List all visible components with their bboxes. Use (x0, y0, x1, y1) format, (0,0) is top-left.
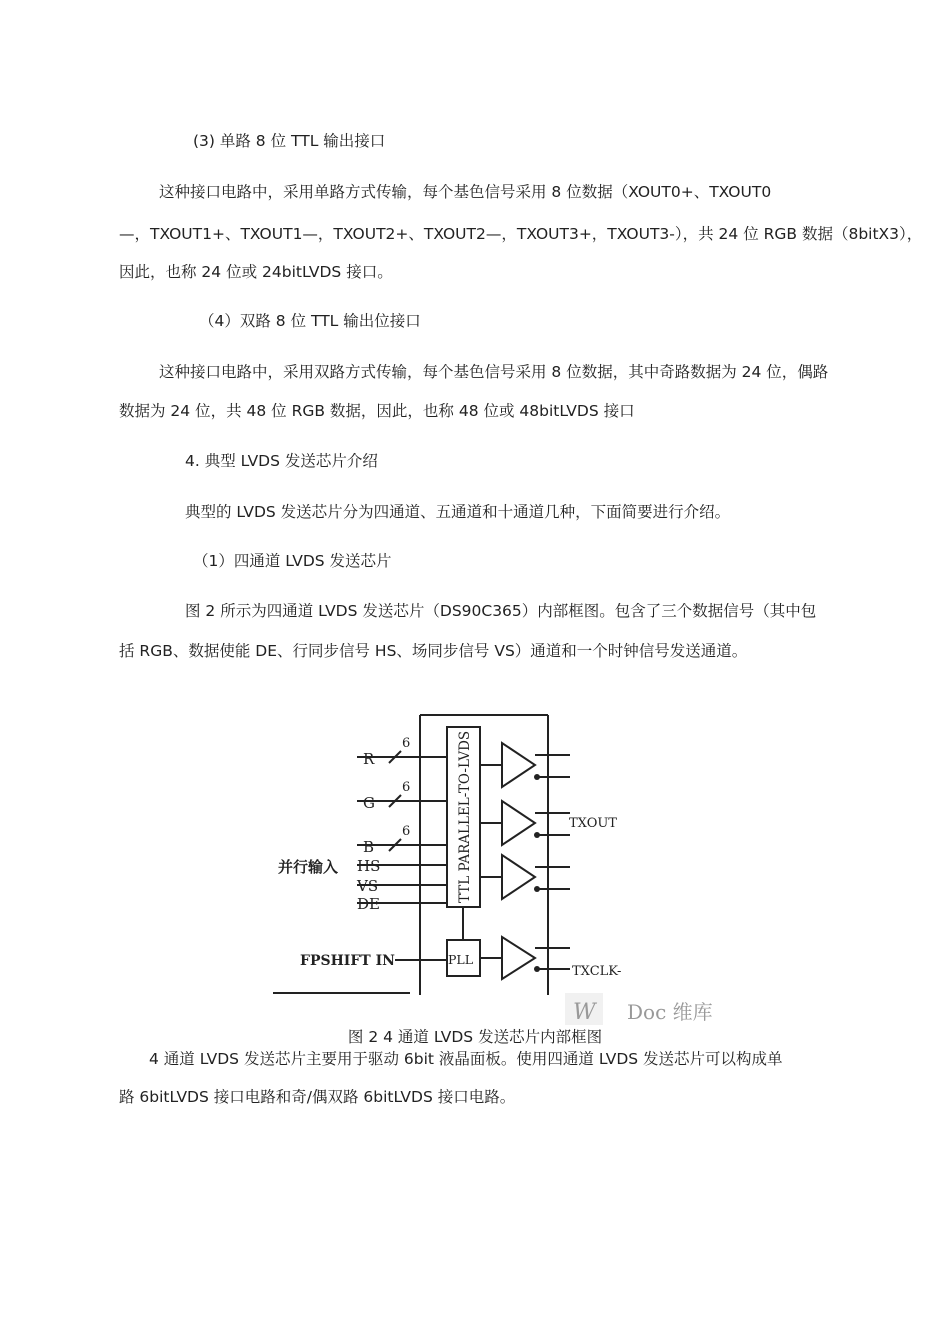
fpshift-label: FPSHIFT IN (300, 953, 395, 969)
block-diagram (265, 705, 735, 1035)
output-label: TXOUT (569, 816, 617, 831)
input-label-b: B (363, 838, 375, 856)
converter-label: TTL PARALLEL-TO-LVDS (457, 730, 473, 903)
bus-width-label: 6 (402, 780, 411, 795)
paragraph-line: 4 通道 LVDS 发送芯片主要用于驱动 6bit 液晶面板。使用四通道 LVDS 发送芯片可以构成单 (149, 1050, 783, 1068)
watermark-text: Doc 维库 (627, 1000, 713, 1024)
output-clock-label: TXCLK- (572, 964, 622, 979)
paragraph-line: 路 6bitLVDS 接口电路和奇/偶双路 6bitLVDS 接口电路。 (119, 1088, 516, 1106)
input-label-r: R (363, 750, 375, 768)
section-heading: 4. 典型 LVDS 发送芯片介绍 (185, 452, 378, 470)
bus-width-label: 6 (402, 736, 411, 751)
paragraph-line: 这种接口电路中，采用双路方式传输，每个基色信号采用 8 位数据，其中奇路数据为 24 位，偶路 (159, 363, 829, 381)
paragraph-line: (3) 单路 8 位 TTL 输出接口 (193, 132, 386, 150)
paragraph-line: 图 2 所示为四通道 LVDS 发送芯片（DS90C365）内部框图。包含了三个数据信号（其中包 (185, 602, 817, 620)
input-label-de: DE (357, 895, 380, 913)
block-diagram-figure (265, 705, 735, 1035)
subsection-heading: （1）四通道 LVDS 发送芯片 (193, 552, 392, 570)
pll-label: PLL (448, 952, 474, 967)
paragraph-line: 这种接口电路中，采用单路方式传输，每个基色信号采用 8 位数据（XOUT0+、TXOUT0 (159, 183, 772, 201)
bus-width-label: 6 (402, 824, 411, 839)
paragraph-line: 因此，也称 24 位或 24bitLVDS 接口。 (119, 263, 393, 281)
input-label-g: G (363, 794, 375, 812)
paragraph-line: —，TXOUT1+、TXOUT1—，TXOUT2+、TXOUT2—，TXOUT3+，TXOUT3-），共 24 位 RGB 数据（8bitX3）， (119, 225, 923, 243)
paragraph-line: （4）双路 8 位 TTL 输出位接口 (199, 312, 421, 330)
watermark-mark: W (573, 1000, 596, 1025)
paragraph-line: 典型的 LVDS 发送芯片分为四通道、五通道和十通道几种，下面简要进行介绍。 (185, 503, 731, 521)
paragraph-line: 括 RGB、数据使能 DE、行同步信号 HS、场同步信号 VS）通道和一个时钟信号发送通道。 (119, 642, 748, 660)
input-label-hs: HS (357, 857, 381, 875)
paragraph-line: 数据为 24 位，共 48 位 RGB 数据，因此，也称 48 位或 48bitLVDS 接口 (119, 402, 635, 420)
parallel-input-label: 并行输入 (278, 858, 339, 876)
figure-caption: 图 2 4 通道 LVDS 发送芯片内部框图 (347, 1028, 603, 1046)
input-label-vs: VS (357, 877, 379, 895)
